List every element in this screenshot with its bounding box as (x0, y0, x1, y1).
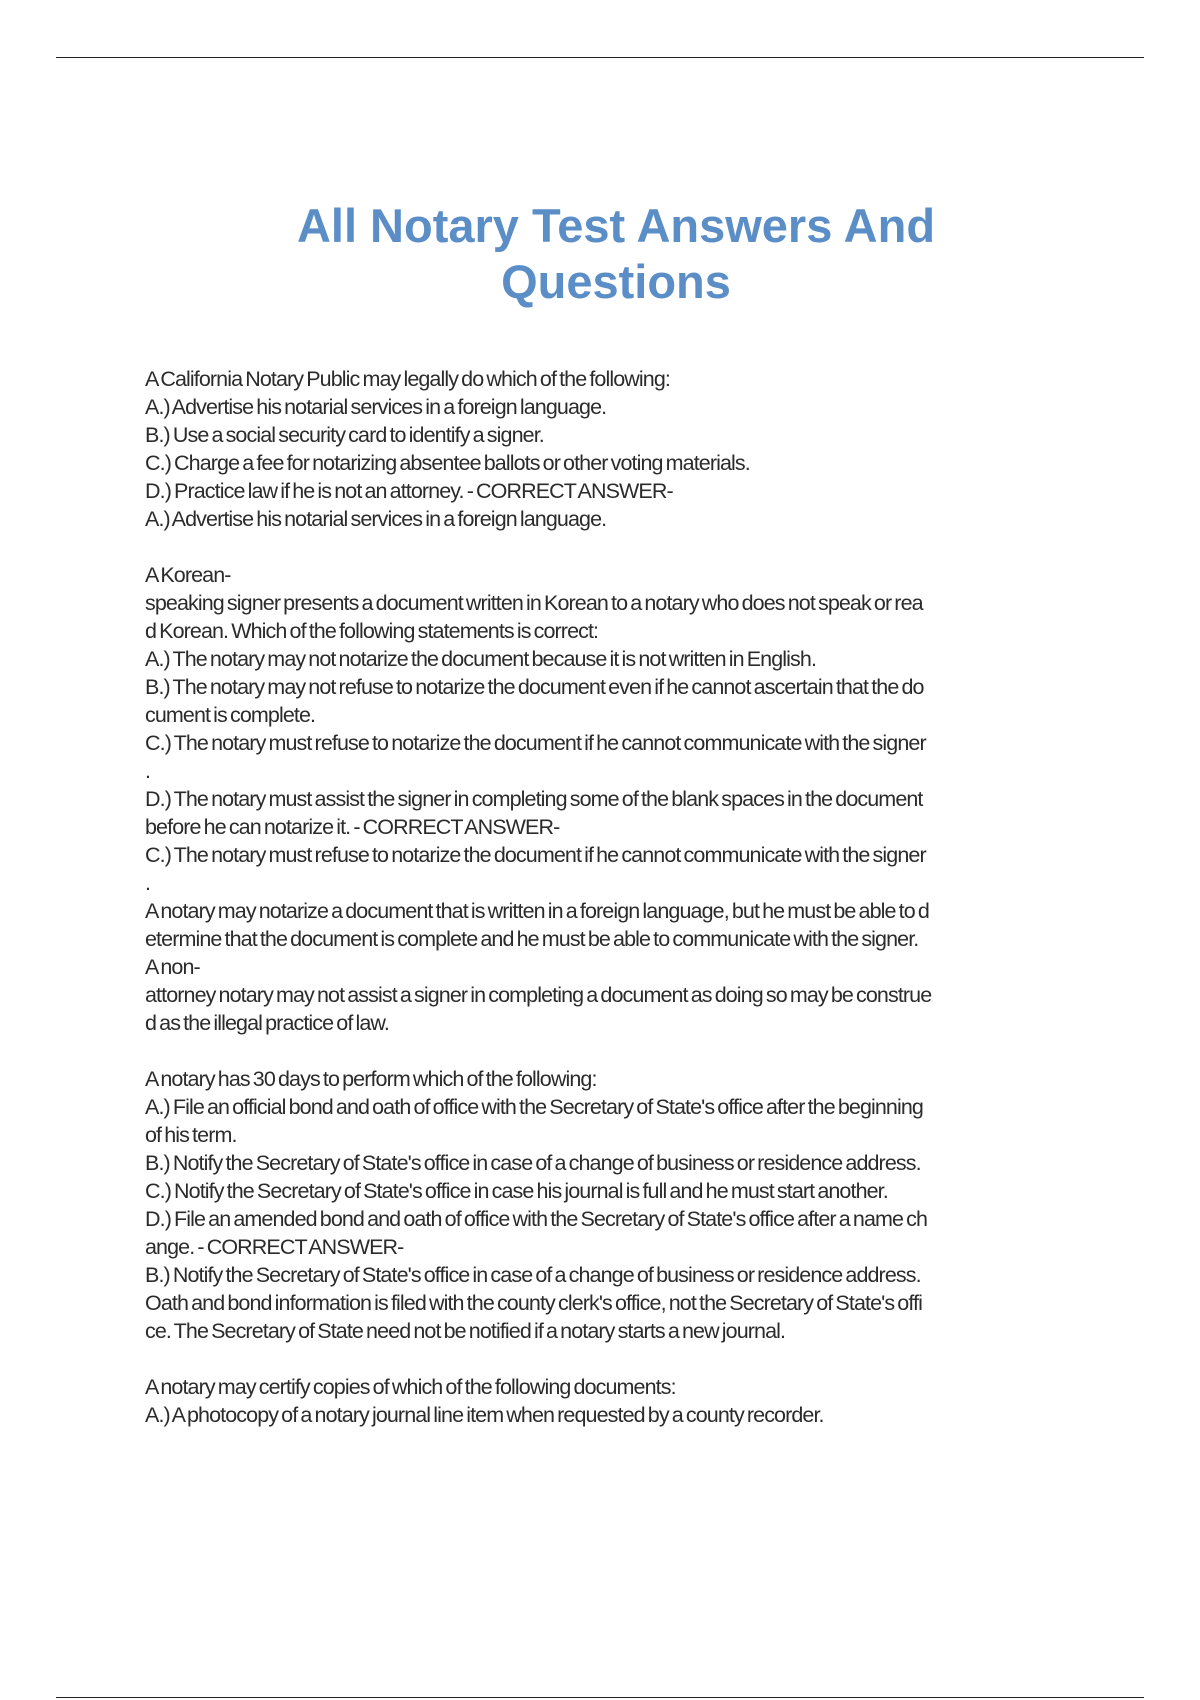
page-title-line-2: Questions (501, 255, 731, 308)
text-line: attorney notary may not assist a signer in completing a document as doing so may be construe (145, 983, 932, 1007)
text-line: A.) The notary may not notarize the document because it is not written in English. (145, 647, 817, 671)
text-line: Oath and bond information is filed with the county clerk's office, not the Secretary of State's offi (145, 1291, 922, 1315)
question-block (145, 561, 1087, 1037)
text-line: A notary may notarize a document that is written in a foreign language, but he must be able to d (145, 899, 929, 923)
text-line: B.) The notary may not refuse to notarize the document even if he cannot ascertain that the do (145, 675, 924, 699)
text-line: A.) A photocopy of a notary journal line item when requested by a county recorder. (145, 1403, 824, 1427)
text-line: etermine that the document is complete and he must be able to communicate with the signer. (145, 927, 919, 951)
text-line: C.) Charge a fee for notarizing absentee ballots or other voting materials. (145, 451, 750, 475)
page-title-line-1: All Notary Test Answers And (296, 199, 936, 252)
text-line: B.) Use a social security card to identify a signer. (145, 423, 544, 447)
text-line: of his term. (145, 1123, 237, 1147)
text-line: A notary has 30 days to perform which of the following: (145, 1067, 597, 1091)
text-line: A non- (145, 955, 200, 979)
text-line: D.) File an amended bond and oath of office with the Secretary of State's office after a name ch (145, 1207, 928, 1231)
text-line: B.) Notify the Secretary of State's office in case of a change of business or residence address. (145, 1151, 921, 1175)
text-line: d as the illegal practice of law. (145, 1011, 389, 1035)
text-line: C.) The notary must refuse to notarize the document if he cannot communicate with the signer (145, 843, 926, 867)
page-title (0, 198, 1200, 310)
text-line: ange. - CORRECT ANSWER- (145, 1235, 404, 1259)
text-line: A notary may certify copies of which of the following documents: (145, 1375, 676, 1399)
question-block (145, 1373, 1087, 1429)
text-line: ce. The Secretary of State need not be notified if a notary starts a new journal. (145, 1319, 786, 1343)
text-line: A.) File an official bond and oath of office with the Secretary of State's office after the beginning (145, 1095, 923, 1119)
header-rule (56, 57, 1144, 58)
footer-rule (56, 1697, 1144, 1698)
text-line: B.) Notify the Secretary of State's office in case of a change of business or residence address. (145, 1263, 921, 1287)
document-body (145, 365, 1087, 1457)
text-line: A.) Advertise his notarial services in a foreign language. (145, 395, 607, 419)
text-line: D.) The notary must assist the signer in completing some of the blank spaces in the document (145, 787, 923, 811)
question-block (145, 1065, 1087, 1345)
text-line: cument is complete. (145, 703, 316, 727)
text-line: D.) Practice law if he is not an attorney. - CORRECT ANSWER- (145, 479, 673, 503)
text-line: . (145, 871, 151, 895)
question-block (145, 365, 1087, 533)
text-line: before he can notarize it. - CORRECT ANSWER- (145, 815, 560, 839)
text-line: C.) The notary must refuse to notarize the document if he cannot communicate with the signer (145, 731, 926, 755)
text-line: d Korean. Which of the following statements is correct: (145, 619, 599, 643)
text-line: C.) Notify the Secretary of State's office in case his journal is full and he must start another. (145, 1179, 888, 1203)
text-line: speaking signer presents a document written in Korean to a notary who does not speak or rea (145, 591, 923, 615)
text-line: A California Notary Public may legally do which of the following: (145, 367, 670, 391)
text-line: A Korean- (145, 563, 231, 587)
text-line: A.) Advertise his notarial services in a foreign language. (145, 507, 607, 531)
text-line: . (145, 759, 151, 783)
